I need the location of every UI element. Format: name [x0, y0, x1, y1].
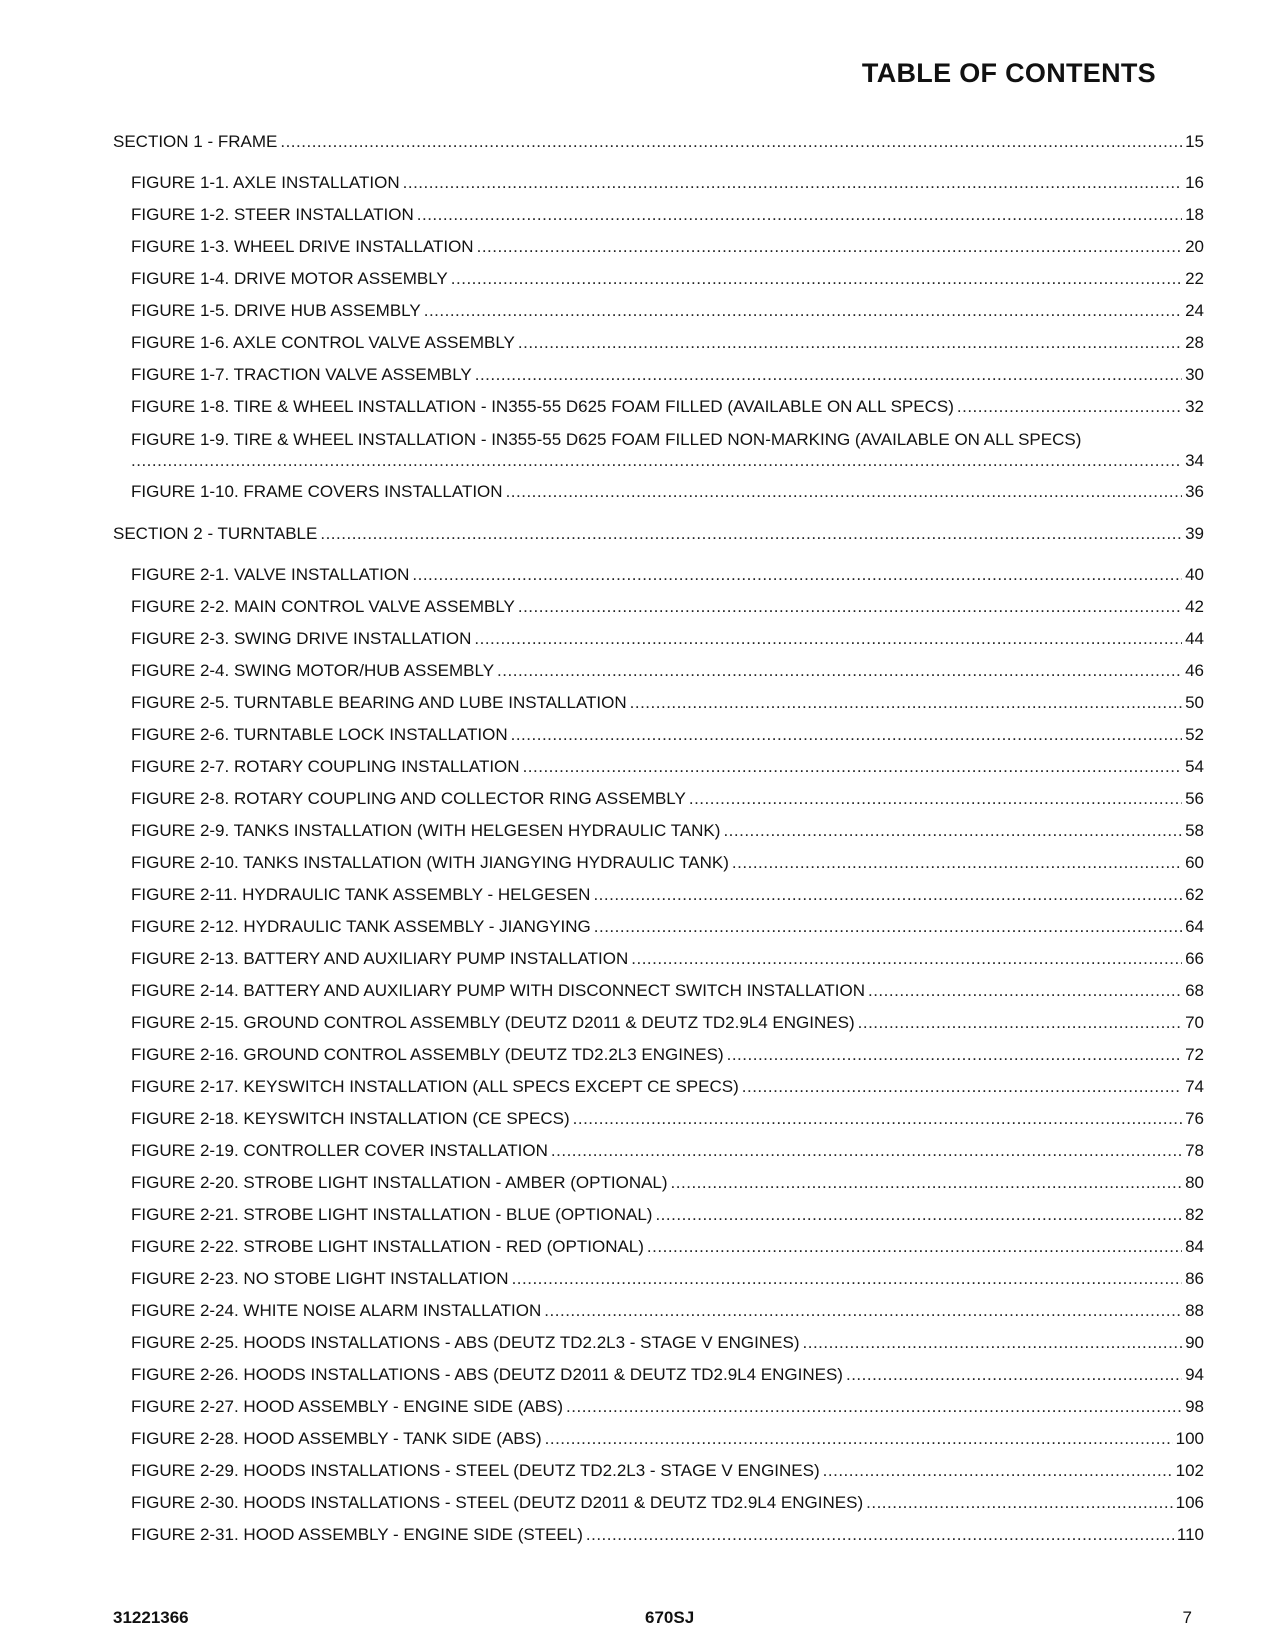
- page-number: 80: [1185, 1173, 1204, 1192]
- dot-leader: [280, 132, 1182, 152]
- entry-label: FIGURE 1-4. DRIVE MOTOR ASSEMBLY: [131, 269, 448, 288]
- toc-entry-figure-1-3[interactable]: [113, 237, 1204, 269]
- dot-leader: [551, 1141, 1182, 1161]
- dot-leader: [523, 757, 1183, 777]
- entry-label: FIGURE 2-8. ROTARY COUPLING AND COLLECTOR RING ASSEMBLY: [131, 789, 686, 808]
- dot-leader: [858, 1013, 1182, 1033]
- toc-entry-figure-1-7[interactable]: [113, 365, 1204, 397]
- toc-entry-figure-2-6[interactable]: [113, 725, 1204, 757]
- entry-label: FIGURE 1-8. TIRE & WHEEL INSTALLATION - IN355-55 D625 FOAM FILLED (AVAILABLE ON ALL SPECS): [131, 397, 954, 416]
- entry-label: FIGURE 2-19. CONTROLLER COVER INSTALLATION: [131, 1141, 548, 1160]
- entry-label: FIGURE 2-29. HOODS INSTALLATIONS - STEEL (DEUTZ TD2.2L3 - STAGE V ENGINES): [131, 1461, 820, 1480]
- toc-entry-figure-2-22[interactable]: [113, 1237, 1204, 1269]
- dot-leader: [723, 821, 1182, 841]
- entry-label: FIGURE 2-28. HOOD ASSEMBLY - TANK SIDE (ABS): [131, 1429, 542, 1448]
- page-number: 68: [1185, 981, 1204, 1000]
- page-number: 86: [1185, 1269, 1204, 1288]
- table-of-contents: [113, 132, 1204, 1557]
- dot-leader: [417, 205, 1182, 225]
- dot-leader: [451, 269, 1182, 289]
- dot-leader: [506, 482, 1183, 502]
- dot-leader: [474, 629, 1182, 649]
- section-label: SECTION 2 - TURNTABLE: [113, 524, 318, 543]
- toc-entry-figure-2-28[interactable]: [113, 1429, 1204, 1461]
- toc-entry-figure-2-7[interactable]: [113, 757, 1204, 789]
- page-number: 74: [1185, 1077, 1204, 1096]
- toc-entry-figure-2-23[interactable]: [113, 1269, 1204, 1301]
- page-number: 88: [1185, 1301, 1204, 1320]
- page-number: 52: [1185, 725, 1204, 744]
- dot-leader: [573, 1109, 1182, 1129]
- toc-entry-figure-2-31[interactable]: [113, 1525, 1204, 1557]
- dot-leader: [320, 524, 1182, 544]
- dot-leader: [631, 949, 1182, 969]
- dot-leader: [544, 1301, 1182, 1321]
- page-footer: [113, 1608, 1204, 1632]
- entry-label: FIGURE 1-9. TIRE & WHEEL INSTALLATION - IN355-55 D625 FOAM FILLED NON-MARKING (AVAILABLE ON ALL SPECS): [131, 430, 1082, 449]
- dot-leader: [689, 789, 1182, 809]
- dot-leader: [545, 1429, 1173, 1449]
- page-number: 110: [1176, 1525, 1204, 1544]
- page-number: 66: [1185, 949, 1204, 968]
- dot-leader: [868, 981, 1182, 1001]
- entry-label: FIGURE 2-4. SWING MOTOR/HUB ASSEMBLY: [131, 661, 495, 680]
- dot-leader: [846, 1365, 1182, 1385]
- page-number: 22: [1185, 269, 1204, 288]
- dot-leader: [866, 1493, 1173, 1513]
- page-number: 42: [1185, 597, 1204, 616]
- entry-label: FIGURE 2-3. SWING DRIVE INSTALLATION: [131, 629, 472, 648]
- toc-entry-figure-1-6[interactable]: [113, 333, 1204, 365]
- document-number: 31221366: [113, 1608, 189, 1627]
- page-number: 84: [1185, 1237, 1204, 1256]
- toc-entry-figure-2-5[interactable]: [113, 693, 1204, 725]
- entry-label: FIGURE 2-5. TURNTABLE BEARING AND LUBE INSTALLATION: [131, 693, 627, 712]
- toc-entry-figure-2-21[interactable]: [113, 1205, 1204, 1237]
- entry-label: FIGURE 1-10. FRAME COVERS INSTALLATION: [131, 482, 503, 501]
- dot-leader: [403, 173, 1182, 193]
- toc-entry-figure-2-16[interactable]: [113, 1045, 1204, 1077]
- page-number: 36: [1185, 482, 1204, 501]
- toc-entry-figure-1-2[interactable]: [113, 205, 1204, 237]
- dot-leader: [803, 1333, 1183, 1353]
- toc-entry-figure-2-18[interactable]: [113, 1109, 1204, 1141]
- entry-label: FIGURE 2-17. KEYSWITCH INSTALLATION (ALL SPECS EXCEPT CE SPECS): [131, 1077, 739, 1096]
- entry-label: FIGURE 2-14. BATTERY AND AUXILIARY PUMP WITH DISCONNECT SWITCH INSTALLATION: [131, 981, 865, 1000]
- entry-label: FIGURE 1-6. AXLE CONTROL VALVE ASSEMBLY: [131, 333, 515, 352]
- page-number: 102: [1175, 1461, 1204, 1480]
- dot-leader: [957, 397, 1182, 417]
- section-label: SECTION 1 - FRAME: [113, 132, 278, 151]
- dot-leader: [477, 237, 1182, 257]
- dot-leader: [594, 917, 1182, 937]
- page-number: 15: [1185, 132, 1204, 151]
- entry-label: FIGURE 2-21. STROBE LIGHT INSTALLATION - BLUE (OPTIONAL): [131, 1205, 653, 1224]
- page-number: 54: [1185, 757, 1204, 776]
- toc-entry-figure-1-8[interactable]: [113, 397, 1204, 429]
- dot-leader: [630, 693, 1182, 713]
- page-number: 16: [1185, 173, 1204, 192]
- page-number: 44: [1185, 629, 1204, 648]
- entry-label: FIGURE 2-26. HOODS INSTALLATIONS - ABS (DEUTZ D2011 & DEUTZ TD2.9L4 ENGINES): [131, 1365, 843, 1384]
- entry-label: FIGURE 2-12. HYDRAULIC TANK ASSEMBLY - JIANGYING: [131, 917, 591, 936]
- entry-label: FIGURE 1-2. STEER INSTALLATION: [131, 205, 414, 224]
- toc-entry-figure-2-30[interactable]: [113, 1493, 1204, 1525]
- page-number: 56: [1185, 789, 1204, 808]
- toc-entry-figure-2-13[interactable]: [113, 949, 1204, 981]
- toc-entry-figure-2-25[interactable]: [113, 1333, 1204, 1365]
- toc-entry-figure-1-1[interactable]: [113, 173, 1204, 205]
- dot-leader: [424, 301, 1182, 321]
- page-number: 28: [1185, 333, 1204, 352]
- page-number: 40: [1185, 565, 1204, 584]
- toc-entry-figure-2-8[interactable]: [113, 789, 1204, 821]
- entry-label: FIGURE 2-6. TURNTABLE LOCK INSTALLATION: [131, 725, 508, 744]
- toc-entry-figure-2-20[interactable]: [113, 1173, 1204, 1205]
- page-number: 90: [1185, 1333, 1204, 1352]
- dot-leader: [412, 565, 1182, 585]
- page-number: 20: [1185, 237, 1204, 256]
- page-number: 100: [1175, 1429, 1204, 1448]
- toc-entry-figure-2-24[interactable]: [113, 1301, 1204, 1333]
- toc-entry-figure-2-26[interactable]: [113, 1365, 1204, 1397]
- entry-label: FIGURE 2-18. KEYSWITCH INSTALLATION (CE SPECS): [131, 1109, 570, 1128]
- entry-label: FIGURE 2-31. HOOD ASSEMBLY - ENGINE SIDE (STEEL): [131, 1525, 583, 1544]
- page-number: 76: [1185, 1109, 1204, 1128]
- page-number: 60: [1185, 853, 1204, 872]
- entry-label: FIGURE 2-2. MAIN CONTROL VALVE ASSEMBLY: [131, 597, 515, 616]
- toc-section-2[interactable]: [113, 524, 1204, 557]
- entry-label: FIGURE 2-20. STROBE LIGHT INSTALLATION - AMBER (OPTIONAL): [131, 1173, 668, 1192]
- dot-leader: [655, 1205, 1182, 1225]
- page-number: 32: [1185, 397, 1204, 416]
- toc-entry-figure-2-9[interactable]: [113, 821, 1204, 853]
- toc-entry-figure-2-19[interactable]: [113, 1141, 1204, 1173]
- dot-leader: [593, 885, 1182, 905]
- page-title: TABLE OF CONTENTS: [861, 58, 1156, 88]
- page-number: 46: [1185, 661, 1204, 680]
- page-number: 78: [1185, 1141, 1204, 1160]
- dot-leader: [727, 1045, 1182, 1065]
- toc-section-1[interactable]: [113, 132, 1204, 165]
- page-number: 58: [1185, 821, 1204, 840]
- page-number: 94: [1185, 1365, 1204, 1384]
- toc-entry-figure-2-17[interactable]: [113, 1077, 1204, 1109]
- entry-label: FIGURE 2-24. WHITE NOISE ALARM INSTALLATION: [131, 1301, 542, 1320]
- dot-leader: [566, 1397, 1182, 1417]
- toc-entry-figure-1-10[interactable]: [113, 482, 1204, 514]
- entry-label: FIGURE 1-3. WHEEL DRIVE INSTALLATION: [131, 237, 474, 256]
- toc-entry-figure-2-4[interactable]: [113, 661, 1204, 693]
- page-number: 50: [1185, 693, 1204, 712]
- entry-label: FIGURE 2-23. NO STOBE LIGHT INSTALLATION: [131, 1269, 509, 1288]
- toc-entry-figure-2-15[interactable]: [113, 1013, 1204, 1045]
- dot-leader: [131, 450, 1182, 471]
- page-number: 39: [1185, 524, 1204, 543]
- page-number: 82: [1185, 1205, 1204, 1224]
- toc-entry-figure-2-14[interactable]: [113, 981, 1204, 1013]
- entry-label: FIGURE 2-10. TANKS INSTALLATION (WITH JIANGYING HYDRAULIC TANK): [131, 853, 729, 872]
- toc-entry-figure-2-1[interactable]: [113, 565, 1204, 597]
- entry-label: FIGURE 2-16. GROUND CONTROL ASSEMBLY (DEUTZ TD2.2L3 ENGINES): [131, 1045, 724, 1064]
- page-number: 24: [1185, 301, 1204, 320]
- dot-leader: [475, 365, 1182, 385]
- entry-label: FIGURE 1-1. AXLE INSTALLATION: [131, 173, 400, 192]
- entry-label: FIGURE 2-15. GROUND CONTROL ASSEMBLY (DEUTZ D2011 & DEUTZ TD2.9L4 ENGINES): [131, 1013, 855, 1032]
- dot-leader: [732, 853, 1182, 873]
- page-number: 62: [1185, 885, 1204, 904]
- toc-entry-figure-2-12[interactable]: [113, 917, 1204, 949]
- dot-leader: [512, 1269, 1183, 1289]
- dot-leader: [647, 1237, 1182, 1257]
- footer-page-number: 7: [1182, 1608, 1192, 1627]
- entry-label: FIGURE 2-22. STROBE LIGHT INSTALLATION - RED (OPTIONAL): [131, 1237, 644, 1256]
- toc-entry-figure-1-4[interactable]: [113, 269, 1204, 301]
- entry-label: FIGURE 2-7. ROTARY COUPLING INSTALLATION: [131, 757, 520, 776]
- dot-leader: [823, 1461, 1173, 1481]
- dot-leader: [518, 333, 1182, 353]
- dot-leader: [671, 1173, 1183, 1193]
- entry-label: FIGURE 2-30. HOODS INSTALLATIONS - STEEL (DEUTZ D2011 & DEUTZ TD2.9L4 ENGINES): [131, 1493, 864, 1512]
- toc-entry-figure-2-11[interactable]: [113, 885, 1204, 917]
- toc-entry-figure-2-2[interactable]: [113, 597, 1204, 629]
- page-number: 106: [1175, 1493, 1204, 1512]
- page-number: 30: [1185, 365, 1204, 384]
- entry-label: FIGURE 2-25. HOODS INSTALLATIONS - ABS (DEUTZ TD2.2L3 - STAGE V ENGINES): [131, 1333, 800, 1352]
- dot-leader: [518, 597, 1182, 617]
- toc-entry-figure-2-3[interactable]: [113, 629, 1204, 661]
- dot-leader: [742, 1077, 1182, 1097]
- page-number: 72: [1185, 1045, 1204, 1064]
- entry-label: FIGURE 2-11. HYDRAULIC TANK ASSEMBLY - HELGESEN: [131, 885, 591, 904]
- dot-leader: [511, 725, 1182, 745]
- toc-entry-figure-1-5[interactable]: [113, 301, 1204, 333]
- entry-label: FIGURE 2-1. VALVE INSTALLATION: [131, 565, 410, 584]
- entry-label: FIGURE 1-5. DRIVE HUB ASSEMBLY: [131, 301, 421, 320]
- page-number: 34: [1185, 451, 1204, 470]
- entry-label: FIGURE 2-9. TANKS INSTALLATION (WITH HELGESEN HYDRAULIC TANK): [131, 821, 721, 840]
- page-number: 98: [1185, 1397, 1204, 1416]
- page-number: 18: [1185, 205, 1204, 224]
- entry-label: FIGURE 1-7. TRACTION VALVE ASSEMBLY: [131, 365, 472, 384]
- entry-label: FIGURE 2-13. BATTERY AND AUXILIARY PUMP INSTALLATION: [131, 949, 629, 968]
- page-number: 64: [1185, 917, 1204, 936]
- page-number: 70: [1185, 1013, 1204, 1032]
- entry-label: FIGURE 2-27. HOOD ASSEMBLY - ENGINE SIDE (ABS): [131, 1397, 564, 1416]
- model-name: 670SJ: [645, 1608, 695, 1627]
- dot-leader: [497, 661, 1182, 681]
- toc-entry-figure-2-29[interactable]: [113, 1461, 1204, 1493]
- dot-leader: [586, 1525, 1174, 1545]
- toc-entry-figure-2-27[interactable]: [113, 1397, 1204, 1429]
- toc-entry-figure-2-10[interactable]: [113, 853, 1204, 885]
- toc-entry-figure-1-9[interactable]: [113, 429, 1204, 482]
